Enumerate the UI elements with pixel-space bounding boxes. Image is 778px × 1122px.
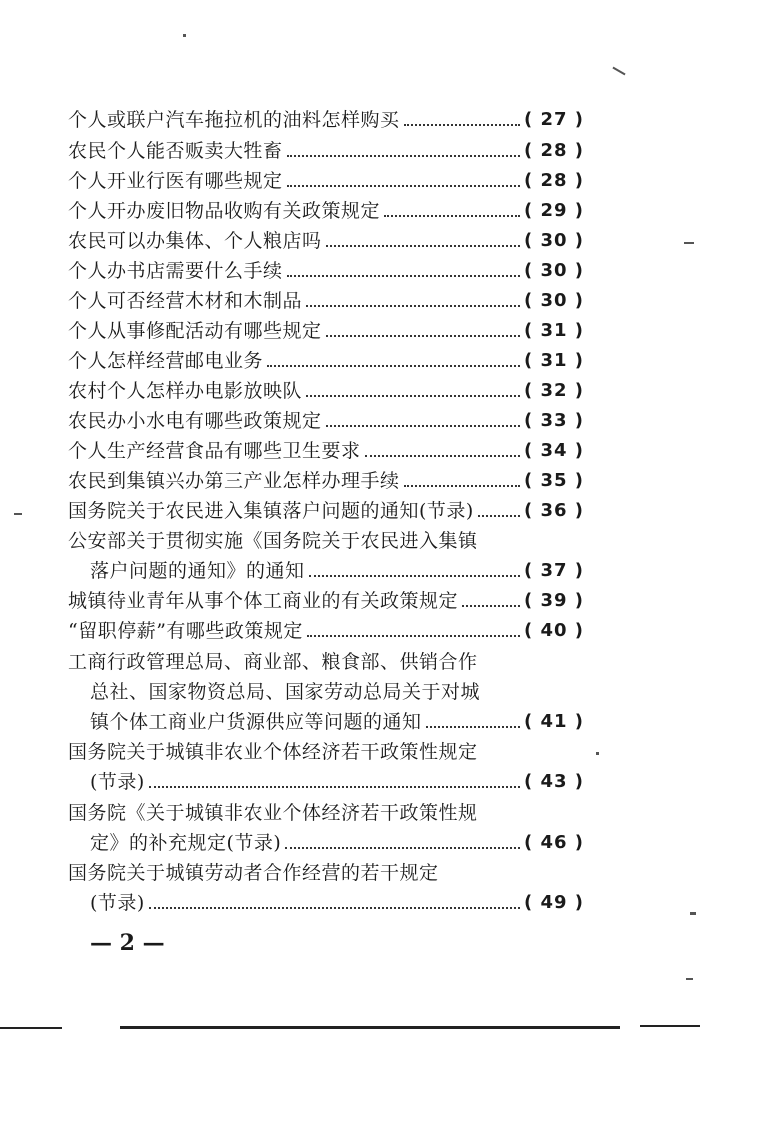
dot-leader (287, 275, 520, 277)
bottom-rule-right (640, 1025, 700, 1027)
toc-entry-page: ( 43 ) (523, 771, 584, 792)
dot-leader (326, 425, 520, 427)
toc-entry-page: ( 27 ) (523, 109, 584, 130)
toc-entry-page: ( 34 ) (523, 440, 584, 461)
toc-entry-page: ( 36 ) (523, 500, 584, 521)
toc-entry-title: “留职停薪”有哪些政策规定 (68, 620, 303, 642)
dot-leader (306, 305, 520, 307)
toc-entry-page: ( 41 ) (523, 711, 584, 732)
dot-leader (404, 485, 520, 487)
toc-entry-title: 个人可否经营木材和木制品 (68, 290, 303, 312)
dot-leader (462, 605, 520, 607)
toc-entry-title: 农民办小水电有哪些政策规定 (68, 410, 322, 432)
toc-entry (68, 314, 584, 344)
toc-entry-title: 个人生产经营食品有哪些卫生要求 (68, 440, 361, 462)
toc-entry (68, 254, 584, 284)
dot-leader (267, 365, 520, 367)
dot-leader (384, 215, 520, 217)
toc-entry (68, 374, 584, 404)
toc-entry-title: 个人办书店需要什么手续 (68, 260, 283, 282)
dot-leader (307, 635, 520, 637)
dot-leader (326, 245, 520, 247)
dot-leader (365, 455, 520, 457)
toc-entry-title: 定》的补充规定(节录) (90, 832, 282, 854)
toc-entry (90, 765, 584, 795)
dot-leader (478, 515, 520, 517)
dot-leader (404, 124, 520, 126)
toc-entry-page: ( 30 ) (523, 260, 584, 281)
toc-entry (68, 404, 584, 434)
toc-entry (68, 164, 584, 194)
toc-entry-page: ( 28 ) (523, 170, 584, 191)
toc-entry-title-line: 公安部关于贯彻实施《国务院关于农民进入集镇 (68, 530, 478, 552)
toc-entry-title: 国务院关于农民进入集镇落户问题的通知(节录) (68, 500, 474, 522)
dot-leader (287, 185, 520, 187)
toc-entry-title: 落户问题的通知》的通知 (90, 560, 305, 582)
toc-entry-page: ( 37 ) (523, 560, 584, 581)
toc-entry (68, 584, 584, 614)
toc-entry-page: ( 29 ) (523, 200, 584, 221)
toc-entry (68, 134, 584, 164)
bottom-rule-left (0, 1027, 62, 1029)
toc-entry-page: ( 33 ) (523, 410, 584, 431)
scan-speck (684, 242, 694, 244)
toc-entry (68, 284, 584, 314)
toc-entry-title: 个人怎样经营邮电业务 (68, 350, 264, 372)
toc-entry (90, 554, 584, 584)
toc-entry-title: 农民可以办集体、个人粮店吗 (68, 230, 322, 252)
toc-entry-title-line: 国务院《关于城镇非农业个体经济若干政策性规 (68, 802, 478, 824)
dot-leader (285, 847, 520, 849)
toc-entry (68, 494, 584, 524)
toc-entry (68, 103, 584, 133)
toc-entry-page: ( 40 ) (523, 620, 584, 641)
dot-leader (326, 335, 520, 337)
toc-entry-page: ( 35 ) (523, 470, 584, 491)
toc-entry-title: 个人开办废旧物品收购有关政策规定 (68, 200, 381, 222)
toc-entry-page: ( 30 ) (523, 290, 584, 311)
toc-entry-title: 城镇待业青年从事个体工商业的有关政策规定 (68, 590, 459, 612)
toc-entry-title: (节录) (90, 892, 145, 914)
toc-entry (68, 614, 584, 644)
toc-entry-page: ( 28 ) (523, 140, 584, 161)
dot-leader (306, 395, 520, 397)
scan-speck (686, 978, 693, 980)
toc-entry-page: ( 30 ) (523, 230, 584, 251)
toc-entry-title: 个人从事修配活动有哪些规定 (68, 320, 322, 342)
toc-entry-title: 镇个体工商业户货源供应等问题的通知 (90, 711, 422, 733)
toc-entry-page: ( 39 ) (523, 590, 584, 611)
toc-entry (68, 464, 584, 494)
toc-entry (90, 705, 584, 735)
toc-entry-title-line: 总社、国家物资总局、国家劳动总局关于对城 (90, 681, 481, 703)
toc-entry-title: 农村个人怎样办电影放映队 (68, 380, 303, 402)
dot-leader (426, 726, 520, 728)
toc-entry (90, 826, 584, 856)
toc-entry-title: 农民个人能否贩卖大牲畜 (68, 140, 283, 162)
toc-entry-page: ( 32 ) (523, 380, 584, 401)
toc-entry-page: ( 31 ) (523, 350, 584, 371)
toc-entry-title-line: 国务院关于城镇劳动者合作经营的若干规定 (68, 862, 439, 884)
toc-entry (68, 434, 584, 464)
toc-entry (68, 194, 584, 224)
toc-entry-title: 个人开业行医有哪些规定 (68, 170, 283, 192)
dot-leader (149, 786, 520, 788)
toc-entry-title-line: 工商行政管理总局、商业部、粮食部、供销合作 (68, 651, 478, 673)
page-number: — 2 — (90, 930, 165, 956)
toc-entry-title: (节录) (90, 771, 145, 793)
scan-speck (596, 752, 599, 755)
dot-leader (149, 907, 520, 909)
toc-entry-page: ( 31 ) (523, 320, 584, 341)
toc-entry-page: ( 46 ) (523, 832, 584, 853)
toc-entry (90, 886, 584, 916)
scan-speck (183, 34, 186, 37)
dot-leader (309, 575, 520, 577)
toc-entry (68, 344, 584, 374)
toc-entry-title: 个人或联户汽车拖拉机的油料怎样购买 (68, 109, 400, 131)
dot-leader (287, 155, 520, 157)
toc-entry-title: 农民到集镇兴办第三产业怎样办理手续 (68, 470, 400, 492)
toc-entry-title-line: 国务院关于城镇非农业个体经济若干政策性规定 (68, 741, 478, 763)
scan-speck (612, 67, 625, 76)
bottom-rule-main (120, 1026, 620, 1029)
toc-entry (68, 224, 584, 254)
scan-speck (690, 912, 696, 915)
toc-entry-page: ( 49 ) (523, 892, 584, 913)
scan-speck (14, 513, 22, 515)
